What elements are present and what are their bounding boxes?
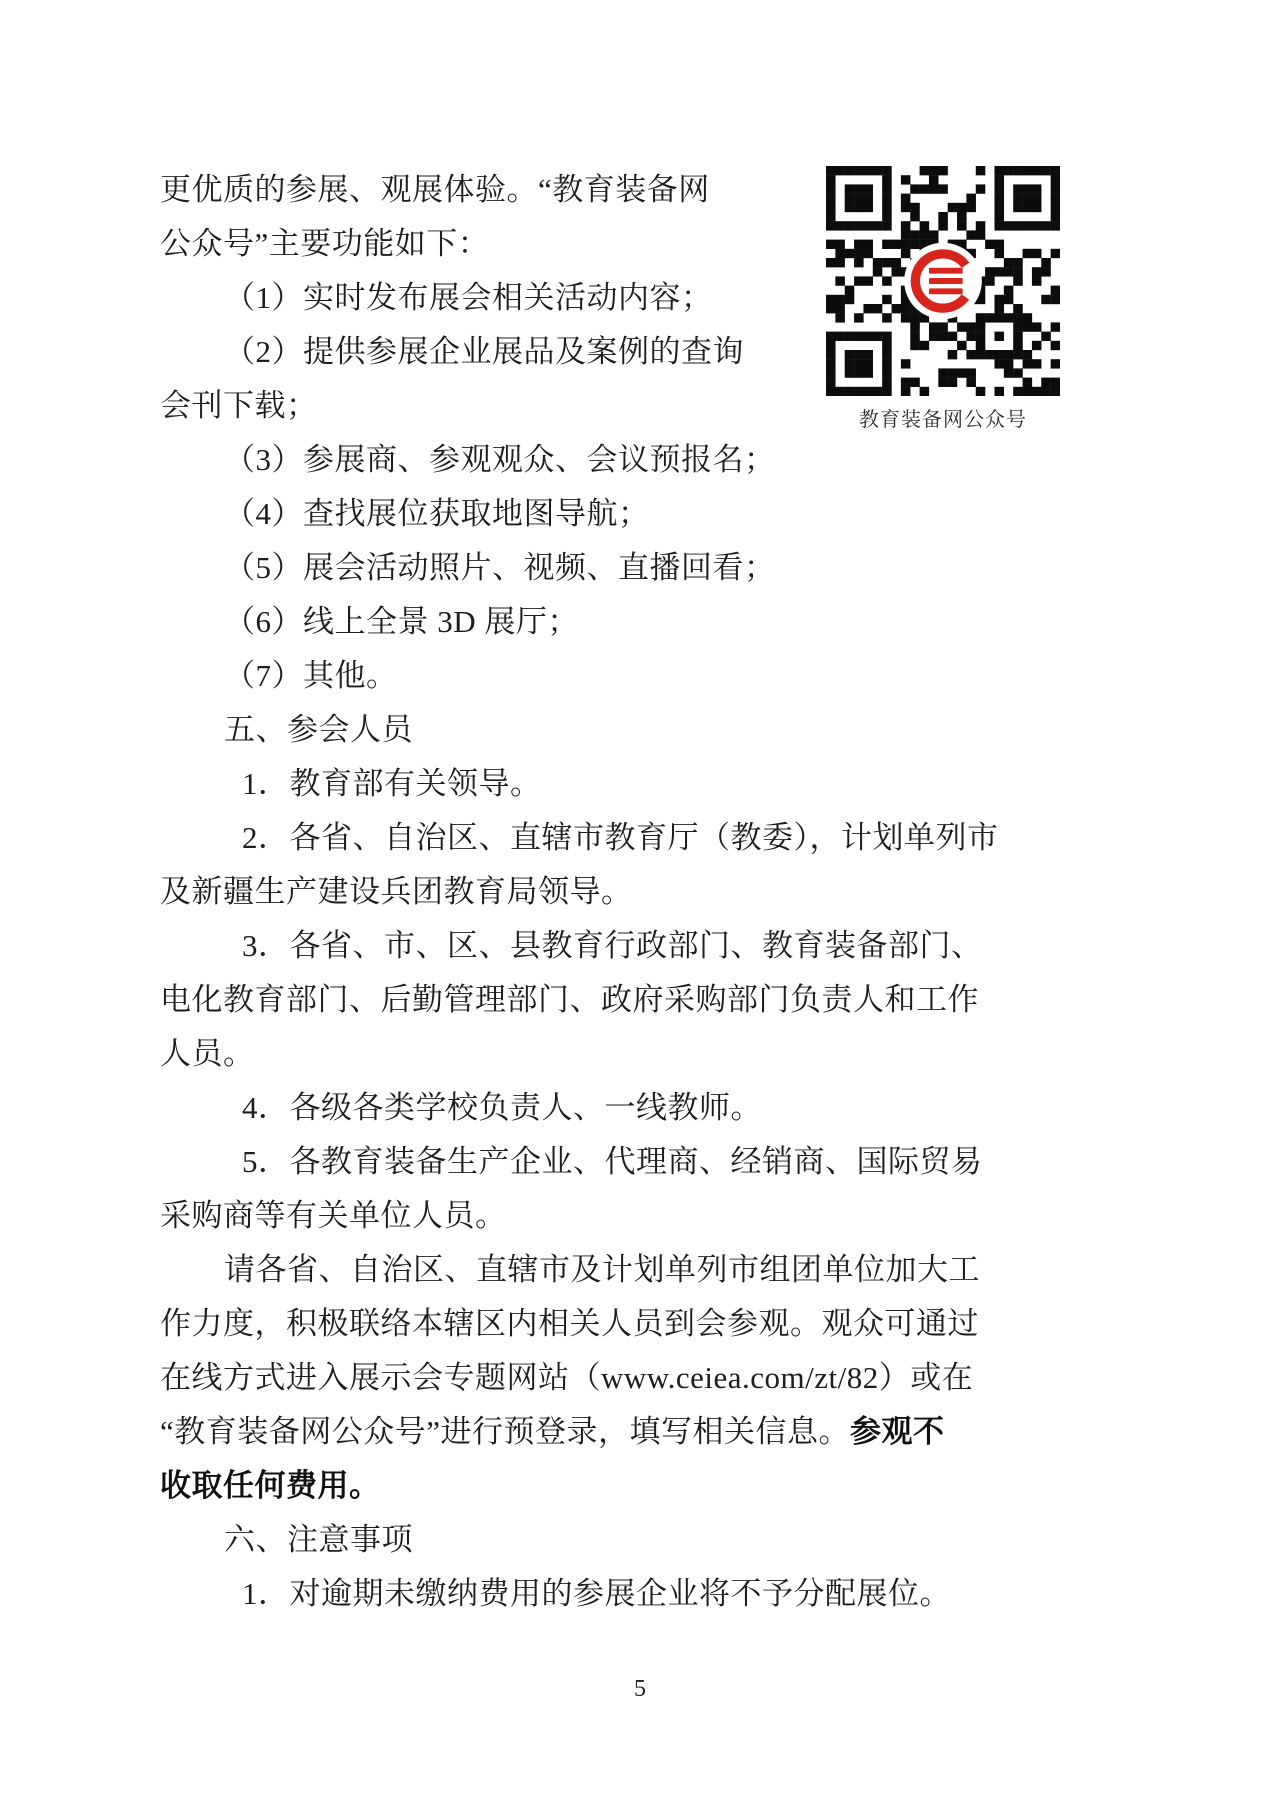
line-text: 3．各省、市、区、县教育行政部门、教育装备部门、 <box>242 928 983 963</box>
line-text: 更优质的参展、观展体验。“教育装备网 <box>160 172 710 207</box>
line-text: （1）实时发布展会相关活动内容； <box>224 280 713 315</box>
line-text: 及新疆生产建设兵团教育局领导。 <box>160 874 633 909</box>
text-line-20 <box>160 1189 972 1243</box>
text-line-15 <box>160 919 983 973</box>
text-line-22 <box>160 1297 979 1351</box>
line-text: （3）参展商、参观观众、会议预报名； <box>224 442 776 477</box>
line-bold-text: 收取任何费用。 <box>160 1468 381 1503</box>
line-text: 4．各级各类学校负责人、一线教师。 <box>242 1090 762 1125</box>
text-line-26 <box>160 1513 972 1567</box>
text-line-25 <box>160 1459 972 1513</box>
line-text: “教育装备网公众号”进行预登录，填写相关信息。 <box>160 1414 851 1449</box>
qr-code <box>826 166 1060 396</box>
text-line-21 <box>160 1243 980 1297</box>
line-text: （7）其他。 <box>224 658 398 693</box>
line-text: 作力度，积极联络本辖区内相关人员到会参观。观众可通过 <box>160 1306 979 1341</box>
text-line-24 <box>160 1405 972 1459</box>
line-text: 2．各省、自治区、直辖市教育厅（教委），计划单列市 <box>242 820 999 855</box>
text-line-6 <box>160 433 972 487</box>
line-text: （5）展会活动照片、视频、直播回看； <box>224 550 776 585</box>
text-line-27 <box>160 1567 972 1621</box>
text-line-13 <box>160 811 999 865</box>
text-line-23 <box>160 1351 972 1405</box>
line-text: 1．对逾期未缴纳费用的参展企业将不予分配展位。 <box>242 1576 951 1611</box>
brand-logo-bar-3 <box>929 288 963 294</box>
brand-logo-bar-1 <box>929 268 963 274</box>
line-text: 五、参会人员 <box>224 712 413 747</box>
text-line-14 <box>160 865 972 919</box>
text-line-11 <box>160 703 972 757</box>
text-line-9 <box>160 595 972 649</box>
qr-caption: 教育装备网公众号 <box>859 409 1027 431</box>
page-number: 5 <box>634 1676 646 1702</box>
qr-code-block <box>826 166 1060 432</box>
line-text: （4）查找展位获取地图导航； <box>224 496 650 531</box>
text-line-19 <box>160 1135 983 1189</box>
line-text: 在线方式进入展示会专题网站（www.ceiea.com/zt/82）或在 <box>160 1360 974 1395</box>
line-text: 5．各教育装备生产企业、代理商、经销商、国际贸易 <box>242 1144 983 1179</box>
text-line-17 <box>160 1027 972 1081</box>
line-text: 请各省、自治区、直辖市及计划单列市组团单位加大工 <box>224 1252 980 1287</box>
text-line-18 <box>160 1081 972 1135</box>
line-text: 电化教育部门、后勤管理部门、政府采购部门负责人和工作 <box>160 982 979 1017</box>
line-text: 采购商等有关单位人员。 <box>160 1198 507 1233</box>
text-line-10 <box>160 649 972 703</box>
line-text: 人员。 <box>160 1036 255 1071</box>
line-text: 六、注意事项 <box>224 1522 413 1557</box>
line-text: 会刊下载； <box>160 388 318 423</box>
line-bold-text: 参观不 <box>850 1414 945 1449</box>
text-line-12 <box>160 757 972 811</box>
line-text: 公众号”主要功能如下： <box>160 226 490 261</box>
brand-logo-bar-2 <box>929 278 963 284</box>
text-line-8 <box>160 541 972 595</box>
line-text: 1．教育部有关领导。 <box>242 766 542 801</box>
line-text: （6）线上全景 3D 展厅； <box>224 604 579 639</box>
text-line-16 <box>160 973 979 1027</box>
line-text: （2）提供参展企业展品及案例的查询 <box>224 334 744 369</box>
text-line-7 <box>160 487 972 541</box>
